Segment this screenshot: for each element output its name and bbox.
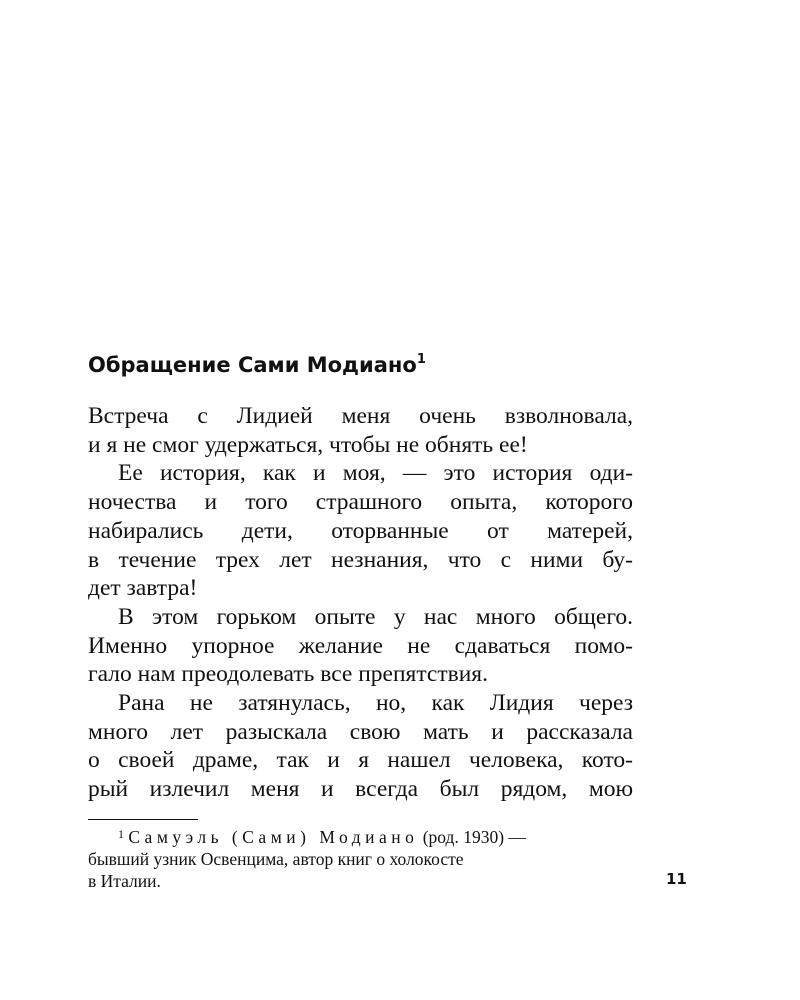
footnote-line: в Италии. — [88, 871, 161, 891]
body-text — [88, 402, 633, 804]
text-line: набирались дети, оторванные от матерей, — [88, 517, 633, 544]
text-line: Рана не затянулась, но, как Лидия через — [118, 690, 633, 717]
text-line: Ее история, как и моя, — это история оди- — [118, 460, 633, 487]
chapter-title: Обращение Сами Модиано — [88, 353, 417, 377]
text-line: Встреча с Лидией меня очень взволновала, — [88, 403, 633, 429]
footnote-dates: (род. 1930) — — [422, 827, 526, 847]
text-line: гало нам преодолевать все препятствия. — [88, 661, 488, 688]
footnote-divider — [88, 819, 198, 820]
footnote-line — [88, 826, 633, 848]
footnote-ref: 1 — [416, 352, 426, 367]
text-line: о своей драме, так и я нашел человека, кото- — [88, 747, 633, 774]
footnote — [88, 826, 633, 892]
text-line: и я не смог удержаться, чтобы не обнять ее! — [88, 431, 528, 458]
footnote-marker: 1 — [118, 827, 124, 841]
text-line: Именно упорное желание не сдаваться помо- — [88, 632, 633, 659]
footnote-line: бывший узник Освенцима, автор книг о холокосте — [88, 849, 464, 869]
text-line: много лет разыскала свою мать и рассказала — [88, 718, 633, 745]
text-line: рый излечил меня и всегда был рядом, мою — [88, 776, 633, 803]
chapter-heading — [88, 348, 426, 382]
text-line: ночества и того страшного опыта, которого — [88, 489, 633, 516]
page-number: 11 — [666, 870, 687, 888]
text-line: В этом горьком опыте у нас много общего. — [118, 603, 633, 630]
text-line: в течение трех лет незнания, что с ними бу- — [88, 546, 633, 573]
footnote-person-name: Самуэль (Сами) Модиано — [128, 827, 419, 847]
text-line: дет завтра! — [88, 575, 198, 602]
